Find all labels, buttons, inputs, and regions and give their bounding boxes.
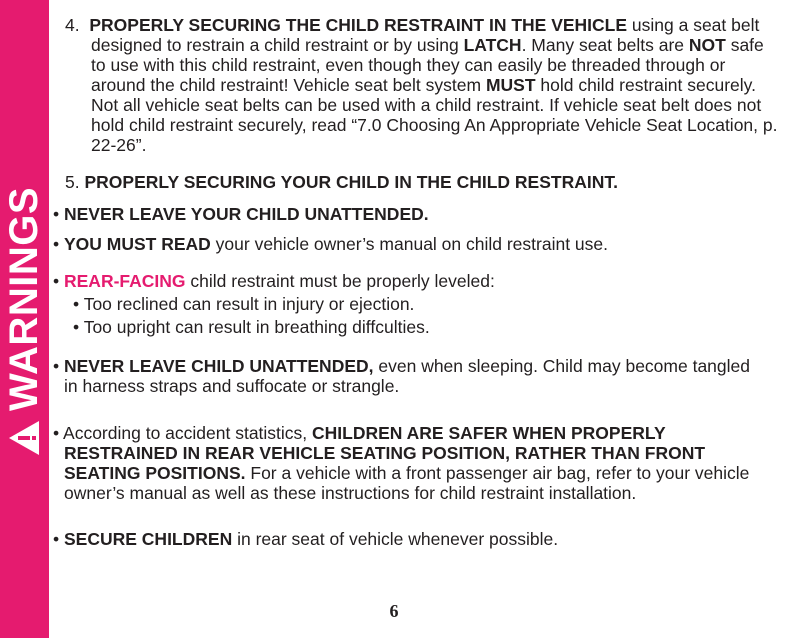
item-5-number: 5.: [65, 172, 80, 192]
item-4-text-3: safe to use with this child restraint, even though they can easily be threaded through or around the child restraint! Vehicle seat belt system: [91, 35, 764, 95]
bullet-1-text: NEVER LEAVE YOUR CHILD UNATTENDED.: [64, 204, 429, 224]
bullet-5-text-1: According to accident statistics,: [63, 423, 313, 443]
warnings-label: [2, 187, 46, 457]
bullet-never-leave-your-child: • NEVER LEAVE YOUR CHILD UNATTENDED.: [53, 204, 429, 224]
bullet-rear-facing-sub-1: • Too reclined can result in injury or ejection.: [73, 294, 415, 314]
item-5-heading: PROPERLY SECURING YOUR CHILD IN THE CHILD RESTRAINT.: [84, 172, 618, 192]
item-5: [65, 172, 785, 192]
must-term: MUST: [485, 75, 536, 95]
warnings-sidebar: [0, 0, 49, 638]
bullet-5-text-2: For a vehicle with a front passenger air bag, refer to your vehicle owner’s manual as well as these instructions for child restraint installation.: [64, 463, 750, 503]
bullet-rear-facing-sub-2: • Too upright can result in breathing diffculties.: [73, 317, 430, 337]
item-4-heading: PROPERLY SECURING THE CHILD RESTRAINT IN THE VEHICLE: [89, 15, 628, 35]
sub-bullet-2-text: Too upright can result in breathing diffculties.: [83, 317, 430, 337]
not-term: NOT: [688, 35, 726, 55]
bullet-2-text: your vehicle owner’s manual on child restraint use.: [210, 234, 609, 254]
bullet-accident-statistics: • According to accident statistics, CHILDREN ARE SAFER WHEN PROPERLY RESTRAINED IN REAR VEHICLE SEATING POSITION, RATHER THAN FRONT SEATING POSITIONS. For a vehicle with a front passenger air bag, refer to your vehicle owner’s manual as well as these instructions for child restraint installation.: [53, 423, 750, 503]
bullet-6-bold: SECURE CHILDREN: [64, 529, 233, 549]
bullet-5-bold: CHILDREN ARE SAFER WHEN PROPERLY RESTRAINED IN REAR VEHICLE SEATING POSITION, RATHER THAN FRONT SEATING POSITIONS.: [64, 423, 706, 483]
bullet-4-bold: NEVER LEAVE CHILD UNATTENDED,: [64, 356, 374, 376]
rear-facing-term: REAR-FACING: [64, 271, 186, 291]
sub-bullet-1-text: Too reclined can result in injury or ejection.: [83, 294, 415, 314]
bullet-6-text: in rear seat of vehicle whenever possible.: [232, 529, 559, 549]
bullet-never-leave-child: • NEVER LEAVE CHILD UNATTENDED, even when sleeping. Child may become tangled in harness straps and suffocate or strangle.: [53, 356, 750, 396]
bullet-3-text: child restraint must be properly leveled:: [185, 271, 495, 291]
warning-triangle-icon: [7, 419, 41, 457]
item-4-text-1: using a seat belt designed to restrain a child restraint or by using: [91, 15, 760, 55]
bullet-secure-children: • SECURE CHILDREN in rear seat of vehicle whenever possible.: [53, 529, 559, 549]
item-4-text-2: . Many seat belts are: [521, 35, 689, 55]
warnings-text: WARNINGS: [2, 187, 46, 411]
item-4-text-4: hold child restraint securely. Not all vehicle seat belts can be used with a child restraint. If vehicle seat belt does not hold child restraint securely, read “7.0 Choosing An Appropriate Vehicle Seat Location, p. 22-26”.: [91, 75, 778, 155]
bullet-rear-facing: • REAR-FACING child restraint must be properly leveled:: [53, 271, 495, 291]
latch-term: LATCH: [463, 35, 522, 55]
item-4-number: 4.: [65, 15, 80, 35]
bullet-2-bold: YOU MUST READ: [64, 234, 211, 254]
item-4: [53, 15, 783, 155]
bullet-you-must-read: • YOU MUST READ your vehicle owner’s manual on child restraint use.: [53, 234, 609, 254]
page-number: 6: [389, 601, 399, 621]
bullet-4-text: even when sleeping. Child may become tangled in harness straps and suffocate or strangle.: [64, 356, 750, 396]
